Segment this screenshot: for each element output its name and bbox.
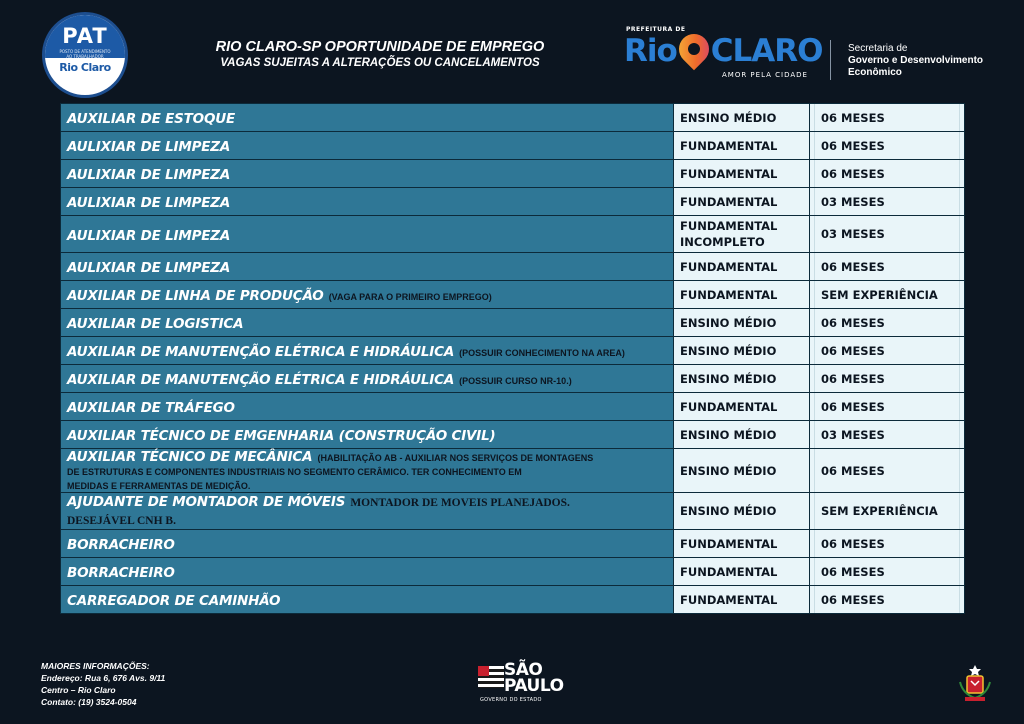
job-title: AULIXIAR DE LIMPEZA xyxy=(67,167,231,183)
education-cell xyxy=(674,281,810,309)
education-cell xyxy=(674,132,810,160)
job-row xyxy=(61,493,965,530)
job-title: AUXILIAR DE ESTOQUE xyxy=(67,111,236,127)
job-note-line2: DESEJÁVEL CNH B. xyxy=(67,515,176,527)
education-cell xyxy=(674,216,810,253)
job-note-line2: DE ESTRUTURAS E COMPONENTES INDUSTRIAIS NO SEGMENTO CERÂMICO. TER CONHECIMENTO EM xyxy=(67,466,522,477)
experience-cell xyxy=(810,449,965,493)
secretaria-line2: Governo e Desenvolvimento xyxy=(848,55,984,66)
experience-box xyxy=(814,493,960,529)
job-title: AJUDANTE DE MONTADOR DE MÓVEIS xyxy=(67,494,346,510)
experience-box xyxy=(814,586,960,613)
job-title: BORRACHEIRO xyxy=(67,565,175,581)
experience-required: 06 MESES xyxy=(821,315,885,330)
experience-box xyxy=(814,309,960,336)
education-cell xyxy=(674,253,810,281)
education-level: ENSINO MÉDIO xyxy=(680,504,777,518)
education-level: FUNDAMENTAL xyxy=(680,536,778,551)
education-level: FUNDAMENTAL xyxy=(680,399,778,414)
job-title: AULIXIAR DE LIMPEZA xyxy=(67,260,231,276)
sp-logo-text xyxy=(504,662,564,694)
job-row xyxy=(61,449,965,493)
experience-cell xyxy=(810,104,965,132)
job-title-cell xyxy=(61,188,674,216)
job-title-cell xyxy=(61,449,674,493)
experience-cell xyxy=(810,337,965,365)
education-cell xyxy=(674,337,810,365)
prefeitura-tagline: AMOR PELA CIDADE xyxy=(722,71,808,79)
experience-required: 06 MESES xyxy=(821,259,885,274)
job-row xyxy=(61,281,965,309)
education-level: FUNDAMENTAL xyxy=(680,287,778,302)
prefeitura-small-label: PREFEITURA DE xyxy=(626,26,686,33)
experience-box xyxy=(814,365,960,392)
prefeitura-logo xyxy=(624,26,824,86)
job-note: (POSSUIR CURSO NR-10.) xyxy=(459,376,572,386)
job-title-cell xyxy=(61,558,674,586)
job-title-cell xyxy=(61,281,674,309)
page-title-block xyxy=(200,38,560,71)
experience-cell xyxy=(810,493,965,530)
experience-cell xyxy=(810,421,965,449)
job-title-cell xyxy=(61,216,674,253)
job-row xyxy=(61,132,965,160)
education-cell xyxy=(674,586,810,614)
education-level: FUNDAMENTAL INCOMPLETO xyxy=(680,219,778,249)
experience-box xyxy=(814,132,960,159)
job-note-line3: MEDIDAS E FERRAMENTAS DE MEDIÇÃO. xyxy=(67,480,251,491)
job-row xyxy=(61,558,965,586)
sp-logo-gov: GOVERNO DO ESTADO xyxy=(480,697,542,703)
experience-required: 06 MESES xyxy=(821,110,885,125)
job-title-cell xyxy=(61,253,674,281)
job-row xyxy=(61,365,965,393)
experience-cell xyxy=(810,530,965,558)
experience-cell xyxy=(810,365,965,393)
job-row xyxy=(61,393,965,421)
experience-required: 06 MESES xyxy=(821,463,885,478)
experience-cell xyxy=(810,309,965,337)
job-row xyxy=(61,586,965,614)
education-level: FUNDAMENTAL xyxy=(680,259,778,274)
experience-cell xyxy=(810,393,965,421)
state-coat-of-arms-icon xyxy=(957,664,993,704)
education-level: FUNDAMENTAL xyxy=(680,166,778,181)
education-level: FUNDAMENTAL xyxy=(680,592,778,607)
job-title-cell xyxy=(61,337,674,365)
job-row xyxy=(61,160,965,188)
experience-required: SEM EXPERIÊNCIA xyxy=(821,287,938,302)
pat-logo-tagline: POSTO DE ATENDIMENTO AO TRABALHADOR xyxy=(59,49,111,59)
job-note: MONTADOR DE MOVEIS PLANEJADOS. xyxy=(350,497,570,509)
experience-cell xyxy=(810,586,965,614)
experience-cell xyxy=(810,558,965,586)
job-title: AUXILIAR TÉCNICO DE EMGENHARIA (CONSTRUÇÃO CIVIL) xyxy=(67,428,496,444)
education-cell xyxy=(674,393,810,421)
pat-logo-city-text: Rio Claro xyxy=(59,61,111,75)
jobs-table xyxy=(60,103,965,614)
experience-cell xyxy=(810,253,965,281)
pat-logo-city xyxy=(45,61,125,74)
education-level: FUNDAMENTAL xyxy=(680,138,778,153)
job-note: (HABILITAÇÃO AB - AUXILIAR NOS SERVIÇOS DE MONTAGENS xyxy=(317,452,594,463)
secretaria-line1: Secretaria de xyxy=(848,43,908,54)
job-row xyxy=(61,104,965,132)
education-cell xyxy=(674,530,810,558)
job-row xyxy=(61,253,965,281)
pat-logo-top xyxy=(45,15,125,58)
footer-contact: Contato: (19) 3524-0504 xyxy=(41,697,137,707)
secretaria-label xyxy=(848,43,983,79)
experience-cell xyxy=(810,160,965,188)
job-title: AUXILIAR DE MANUTENÇÃO ELÉTRICA E HIDRÁULICA xyxy=(67,344,455,360)
page-title: RIO CLARO-SP OPORTUNIDADE DE EMPREGO xyxy=(215,39,545,55)
job-title: AUXILIAR DE TRÁFEGO xyxy=(67,400,235,416)
jobs-table-body xyxy=(61,104,965,614)
job-row xyxy=(61,421,965,449)
education-level: FUNDAMENTAL xyxy=(680,194,778,209)
experience-cell xyxy=(810,281,965,309)
experience-required: 06 MESES xyxy=(821,564,885,579)
experience-required: 06 MESES xyxy=(821,371,885,386)
education-level: FUNDAMENTAL xyxy=(680,564,778,579)
education-cell xyxy=(674,493,810,530)
job-title-cell xyxy=(61,104,674,132)
sao-paulo-government-logo xyxy=(478,660,564,708)
education-level: ENSINO MÉDIO xyxy=(680,371,777,386)
education-level: ENSINO MÉDIO xyxy=(680,110,777,125)
education-cell xyxy=(674,558,810,586)
education-cell xyxy=(674,421,810,449)
job-title-cell xyxy=(61,493,674,530)
footer-heading: MAIORES INFORMAÇÕES: xyxy=(41,661,150,671)
pat-logo-word: PAT xyxy=(62,24,108,48)
experience-box xyxy=(814,558,960,585)
experience-box xyxy=(814,216,960,252)
secretaria-line3: Econômico xyxy=(848,67,902,78)
job-row xyxy=(61,309,965,337)
job-title: AUXILIAR DE LINHA DE PRODUÇÃO xyxy=(67,288,324,304)
experience-box xyxy=(814,530,960,557)
education-level: ENSINO MÉDIO xyxy=(680,427,777,442)
job-title-cell xyxy=(61,160,674,188)
experience-box xyxy=(814,337,960,364)
experience-box xyxy=(814,104,960,131)
job-title: AUXILIAR DE LOGISTICA xyxy=(67,316,244,332)
experience-required: 03 MESES xyxy=(821,194,885,209)
header-divider xyxy=(830,40,831,80)
job-note: (POSSUIR CONHECIMENTO NA AREA) xyxy=(459,348,625,358)
education-level: ENSINO MÉDIO xyxy=(680,343,777,358)
prefeitura-name-right: CLARO xyxy=(710,33,823,69)
sp-logo-line1: SÃO xyxy=(504,660,543,680)
job-title-cell xyxy=(61,421,674,449)
education-cell xyxy=(674,160,810,188)
experience-box xyxy=(814,393,960,420)
job-title: CARREGADOR DE CAMINHÃO xyxy=(67,593,281,609)
experience-required: 06 MESES xyxy=(821,399,885,414)
experience-cell xyxy=(810,132,965,160)
experience-box xyxy=(814,421,960,448)
footer-district: Centro – Rio Claro xyxy=(41,685,116,695)
experience-cell xyxy=(810,216,965,253)
experience-box xyxy=(814,253,960,280)
education-cell xyxy=(674,365,810,393)
pat-logo xyxy=(42,12,128,98)
experience-required: 06 MESES xyxy=(821,343,885,358)
job-row xyxy=(61,337,965,365)
sp-flag-icon xyxy=(478,666,504,688)
experience-box xyxy=(814,160,960,187)
prefeitura-name-left: Rio xyxy=(624,33,677,69)
job-title: BORRACHEIRO xyxy=(67,537,175,553)
job-title-cell xyxy=(61,309,674,337)
experience-required: 06 MESES xyxy=(821,166,885,181)
education-level: ENSINO MÉDIO xyxy=(680,315,777,330)
job-row xyxy=(61,216,965,253)
experience-required: SEM EXPERIÊNCIA xyxy=(821,504,938,518)
experience-box xyxy=(814,281,960,308)
job-title: AULIXIAR DE LIMPEZA xyxy=(67,139,231,155)
job-title: AULIXIAR DE LIMPEZA xyxy=(67,195,231,211)
education-cell xyxy=(674,449,810,493)
prefeitura-name xyxy=(624,33,823,69)
sp-logo-line2: PAULO xyxy=(504,676,564,696)
job-row xyxy=(61,188,965,216)
job-title: AUXILIAR TÉCNICO DE MECÂNICA xyxy=(67,448,313,465)
page-subtitle: VAGAS SUJEITAS A ALTERAÇÕES OU CANCELAMENTOS xyxy=(220,57,540,69)
experience-required: 03 MESES xyxy=(821,227,885,241)
job-title-cell xyxy=(61,132,674,160)
footer-address: Endereço: Rua 6, 676 Avs. 9/11 xyxy=(41,673,166,683)
job-row xyxy=(61,530,965,558)
footer-info xyxy=(41,660,165,708)
job-title: AUXILIAR DE MANUTENÇÃO ELÉTRICA E HIDRÁULICA xyxy=(67,372,455,388)
experience-required: 06 MESES xyxy=(821,592,885,607)
job-title-cell xyxy=(61,586,674,614)
experience-required: 06 MESES xyxy=(821,138,885,153)
experience-required: 06 MESES xyxy=(821,536,885,551)
education-level: ENSINO MÉDIO xyxy=(680,463,777,478)
job-title-cell xyxy=(61,530,674,558)
experience-required: 03 MESES xyxy=(821,427,885,442)
job-title-cell xyxy=(61,393,674,421)
experience-box xyxy=(814,449,960,492)
job-title: AULIXIAR DE LIMPEZA xyxy=(67,227,231,244)
education-cell xyxy=(674,309,810,337)
education-cell xyxy=(674,104,810,132)
education-cell xyxy=(674,188,810,216)
job-title-cell xyxy=(61,365,674,393)
experience-cell xyxy=(810,188,965,216)
map-pin-icon xyxy=(673,28,715,70)
job-note: (VAGA PARA O PRIMEIRO EMPREGO) xyxy=(328,292,492,302)
experience-box xyxy=(814,188,960,215)
